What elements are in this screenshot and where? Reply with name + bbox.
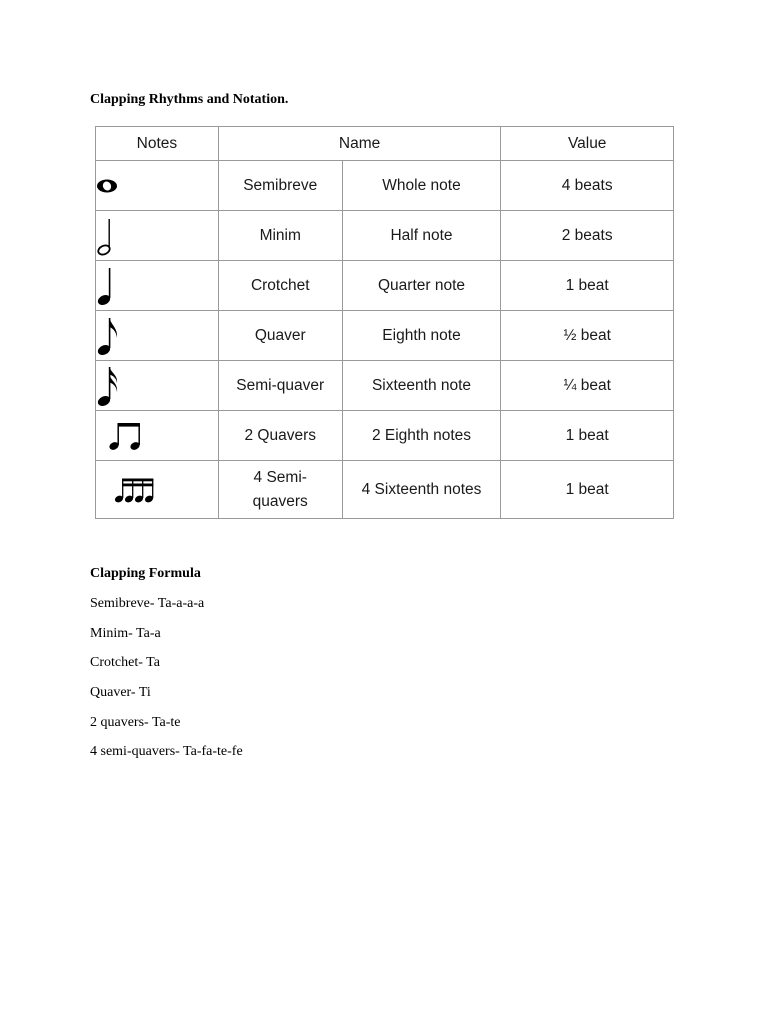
formula-line: Crotchet- Ta [90, 655, 160, 670]
note-name-line: 4 Semi- [253, 468, 307, 486]
notes-header: Notes [96, 127, 219, 161]
formula-line: Quaver- Ti [90, 685, 151, 700]
table-row [96, 311, 674, 361]
note-alt-name: Quarter note [342, 261, 501, 311]
note-value: 2 beats [501, 211, 674, 261]
half-note-icon [96, 214, 126, 258]
note-symbol-cell [96, 161, 219, 211]
clapping-formula-title: Clapping Formula [90, 566, 201, 581]
note-name: Semibreve [218, 161, 342, 211]
note-value: 4 beats [501, 161, 674, 211]
note-name: Quaver [218, 311, 342, 361]
note-value: 1 beat [501, 461, 674, 519]
whole-note-icon [96, 171, 126, 201]
table-header-row [96, 127, 674, 161]
note-value: 1 beat [501, 411, 674, 461]
note-alt-name: 4 Sixteenth notes [342, 461, 501, 519]
note-symbol-cell [96, 461, 219, 519]
eighth-note-icon [96, 314, 126, 358]
name-header: Name [218, 127, 501, 161]
notation-table [95, 126, 674, 519]
table-row [96, 211, 674, 261]
note-alt-name: Sixteenth note [342, 361, 501, 411]
table-row [96, 411, 674, 461]
table-row [96, 361, 674, 411]
note-alt-name: Whole note [342, 161, 501, 211]
note-symbol-cell [96, 311, 219, 361]
note-value: ½ beat [501, 311, 674, 361]
formula-line: 2 quavers- Ta-te [90, 715, 181, 730]
quarter-note-icon [96, 264, 126, 308]
page-heading: Clapping Rhythms and Notation. [90, 92, 289, 107]
note-symbol-cell [96, 261, 219, 311]
note-alt-name: Eighth note [342, 311, 501, 361]
formula-line: Minim- Ta-a [90, 626, 161, 641]
note-alt-name: 2 Eighth notes [342, 411, 501, 461]
note-name: 2 Quavers [218, 411, 342, 461]
table-row [96, 461, 674, 519]
table-row [96, 161, 674, 211]
beamed-eighth-notes-icon [108, 419, 148, 453]
note-name: Minim [218, 211, 342, 261]
formula-line: Semibreve- Ta-a-a-a [90, 596, 205, 611]
note-value: 1 beat [501, 261, 674, 311]
sixteenth-note-icon [96, 363, 126, 409]
note-name-line: quavers [252, 492, 308, 510]
note-name: Crotchet [218, 261, 342, 311]
beamed-sixteenth-notes-icon [114, 475, 156, 505]
note-name [218, 461, 342, 519]
value-header: Value [501, 127, 674, 161]
formula-line: 4 semi-quavers- Ta-fa-te-fe [90, 744, 243, 759]
note-value: ¼ beat [501, 361, 674, 411]
note-symbol-cell [96, 411, 219, 461]
table-row [96, 261, 674, 311]
note-alt-name: Half note [342, 211, 501, 261]
note-symbol-cell [96, 361, 219, 411]
note-name: Semi-quaver [218, 361, 342, 411]
note-symbol-cell [96, 211, 219, 261]
